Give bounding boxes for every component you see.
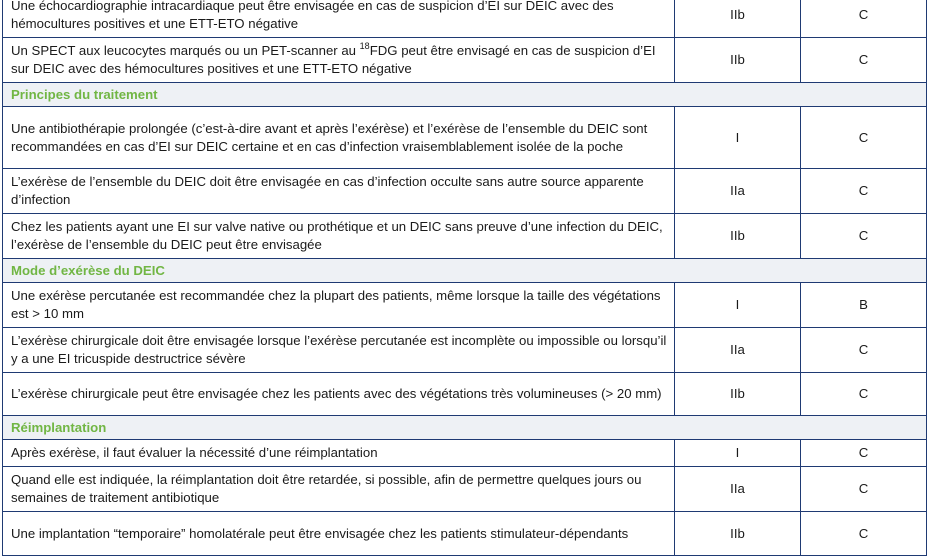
recommendation-class: IIa bbox=[675, 169, 801, 214]
recommendation-text: L’exérèse chirurgicale peut être envisagée chez les patients avec des végétations très volumineuses (> 20 mm) bbox=[3, 373, 675, 416]
recommendation-class: IIb bbox=[675, 512, 801, 556]
recommendation-text: Quand elle est indiquée, la réimplantation doit être retardée, si possible, afin de permettre quelques jours ou semaines de traitement antibiotique bbox=[3, 467, 675, 512]
recommendation-class: I bbox=[675, 440, 801, 467]
evidence-level: C bbox=[801, 440, 927, 467]
text-part: FDG peut être envisagé en cas de suspicion d’EI sur DEIC avec des hémocultures positives et une ETT-ETO négative bbox=[11, 43, 656, 76]
recommendation-text: Après exérèse, il faut évaluer la nécessité d’une réimplantation bbox=[3, 440, 675, 467]
recommendation-class: IIb bbox=[675, 214, 801, 259]
recommendation-class: IIa bbox=[675, 467, 801, 512]
recommendation-class: IIb bbox=[675, 38, 801, 83]
table-row bbox=[3, 440, 927, 467]
recommendation-class: IIb bbox=[675, 373, 801, 416]
table-row bbox=[3, 283, 927, 328]
superscript: 18 bbox=[359, 40, 370, 51]
section-title: Mode d’exérèse du DEIC bbox=[3, 259, 927, 283]
evidence-level: C bbox=[801, 512, 927, 556]
table-row bbox=[3, 169, 927, 214]
recommendation-class: IIa bbox=[675, 328, 801, 373]
evidence-level: C bbox=[801, 169, 927, 214]
table-row bbox=[3, 107, 927, 169]
recommendation-text: Une échocardiographie intracardiaque peut être envisagée en cas de suspicion d’EI sur DEIC avec des hémocultures positives et une ETT-ETO négative bbox=[3, 0, 675, 38]
recommendation-text: Une implantation “temporaire” homolatérale peut être envisagée chez les patients stimulateur-dépendants bbox=[3, 512, 675, 556]
section-row bbox=[3, 416, 927, 440]
recommendation-text: Une exérèse percutanée est recommandée chez la plupart des patients, même lorsque la taille des végétations est > 10 mm bbox=[3, 283, 675, 328]
table-row bbox=[3, 214, 927, 259]
recommendation-text: Chez les patients ayant une EI sur valve native ou prothétique et un DEIC sans preuve d’une infection du DEIC, l’exérèse de l’ensemble du DEIC peut être envisagée bbox=[3, 214, 675, 259]
section-title: Principes du traitement bbox=[3, 83, 927, 107]
table-row bbox=[3, 0, 927, 38]
section-row bbox=[3, 83, 927, 107]
evidence-level: C bbox=[801, 214, 927, 259]
recommendations-table bbox=[2, 0, 927, 556]
evidence-level: C bbox=[801, 328, 927, 373]
evidence-level: B bbox=[801, 283, 927, 328]
evidence-level: C bbox=[801, 467, 927, 512]
section-title: Réimplantation bbox=[3, 416, 927, 440]
text-part: Un SPECT aux leucocytes marqués ou un PET-scanner au bbox=[11, 43, 360, 58]
table-row bbox=[3, 512, 927, 556]
recommendation-text: L’exérèse chirurgicale doit être envisagée lorsque l’exérèse percutanée est incomplète ou impossible ou lorsqu’il y a une EI tricuspide destructrice sévère bbox=[3, 328, 675, 373]
evidence-level: C bbox=[801, 0, 927, 38]
table-row bbox=[3, 467, 927, 512]
table-row bbox=[3, 328, 927, 373]
recommendation-text: L’exérèse de l’ensemble du DEIC doit être envisagée en cas d’infection occulte sans autre source apparente d’infection bbox=[3, 169, 675, 214]
evidence-level: C bbox=[801, 38, 927, 83]
section-row bbox=[3, 259, 927, 283]
recommendation-class: I bbox=[675, 283, 801, 328]
evidence-level: C bbox=[801, 373, 927, 416]
recommendation-class: IIb bbox=[675, 0, 801, 38]
recommendation-text: Une antibiothérapie prolongée (c’est-à-dire avant et après l’exérèse) et l’exérèse de l’ensemble du DEIC sont recommandées en cas d’EI sur DEIC certaine et en cas d’infection vraisemblablement isolée de la poche bbox=[3, 107, 675, 169]
recommendation-text bbox=[3, 38, 675, 83]
table-row bbox=[3, 38, 927, 83]
recommendation-class: I bbox=[675, 107, 801, 169]
evidence-level: C bbox=[801, 107, 927, 169]
table-row bbox=[3, 373, 927, 416]
